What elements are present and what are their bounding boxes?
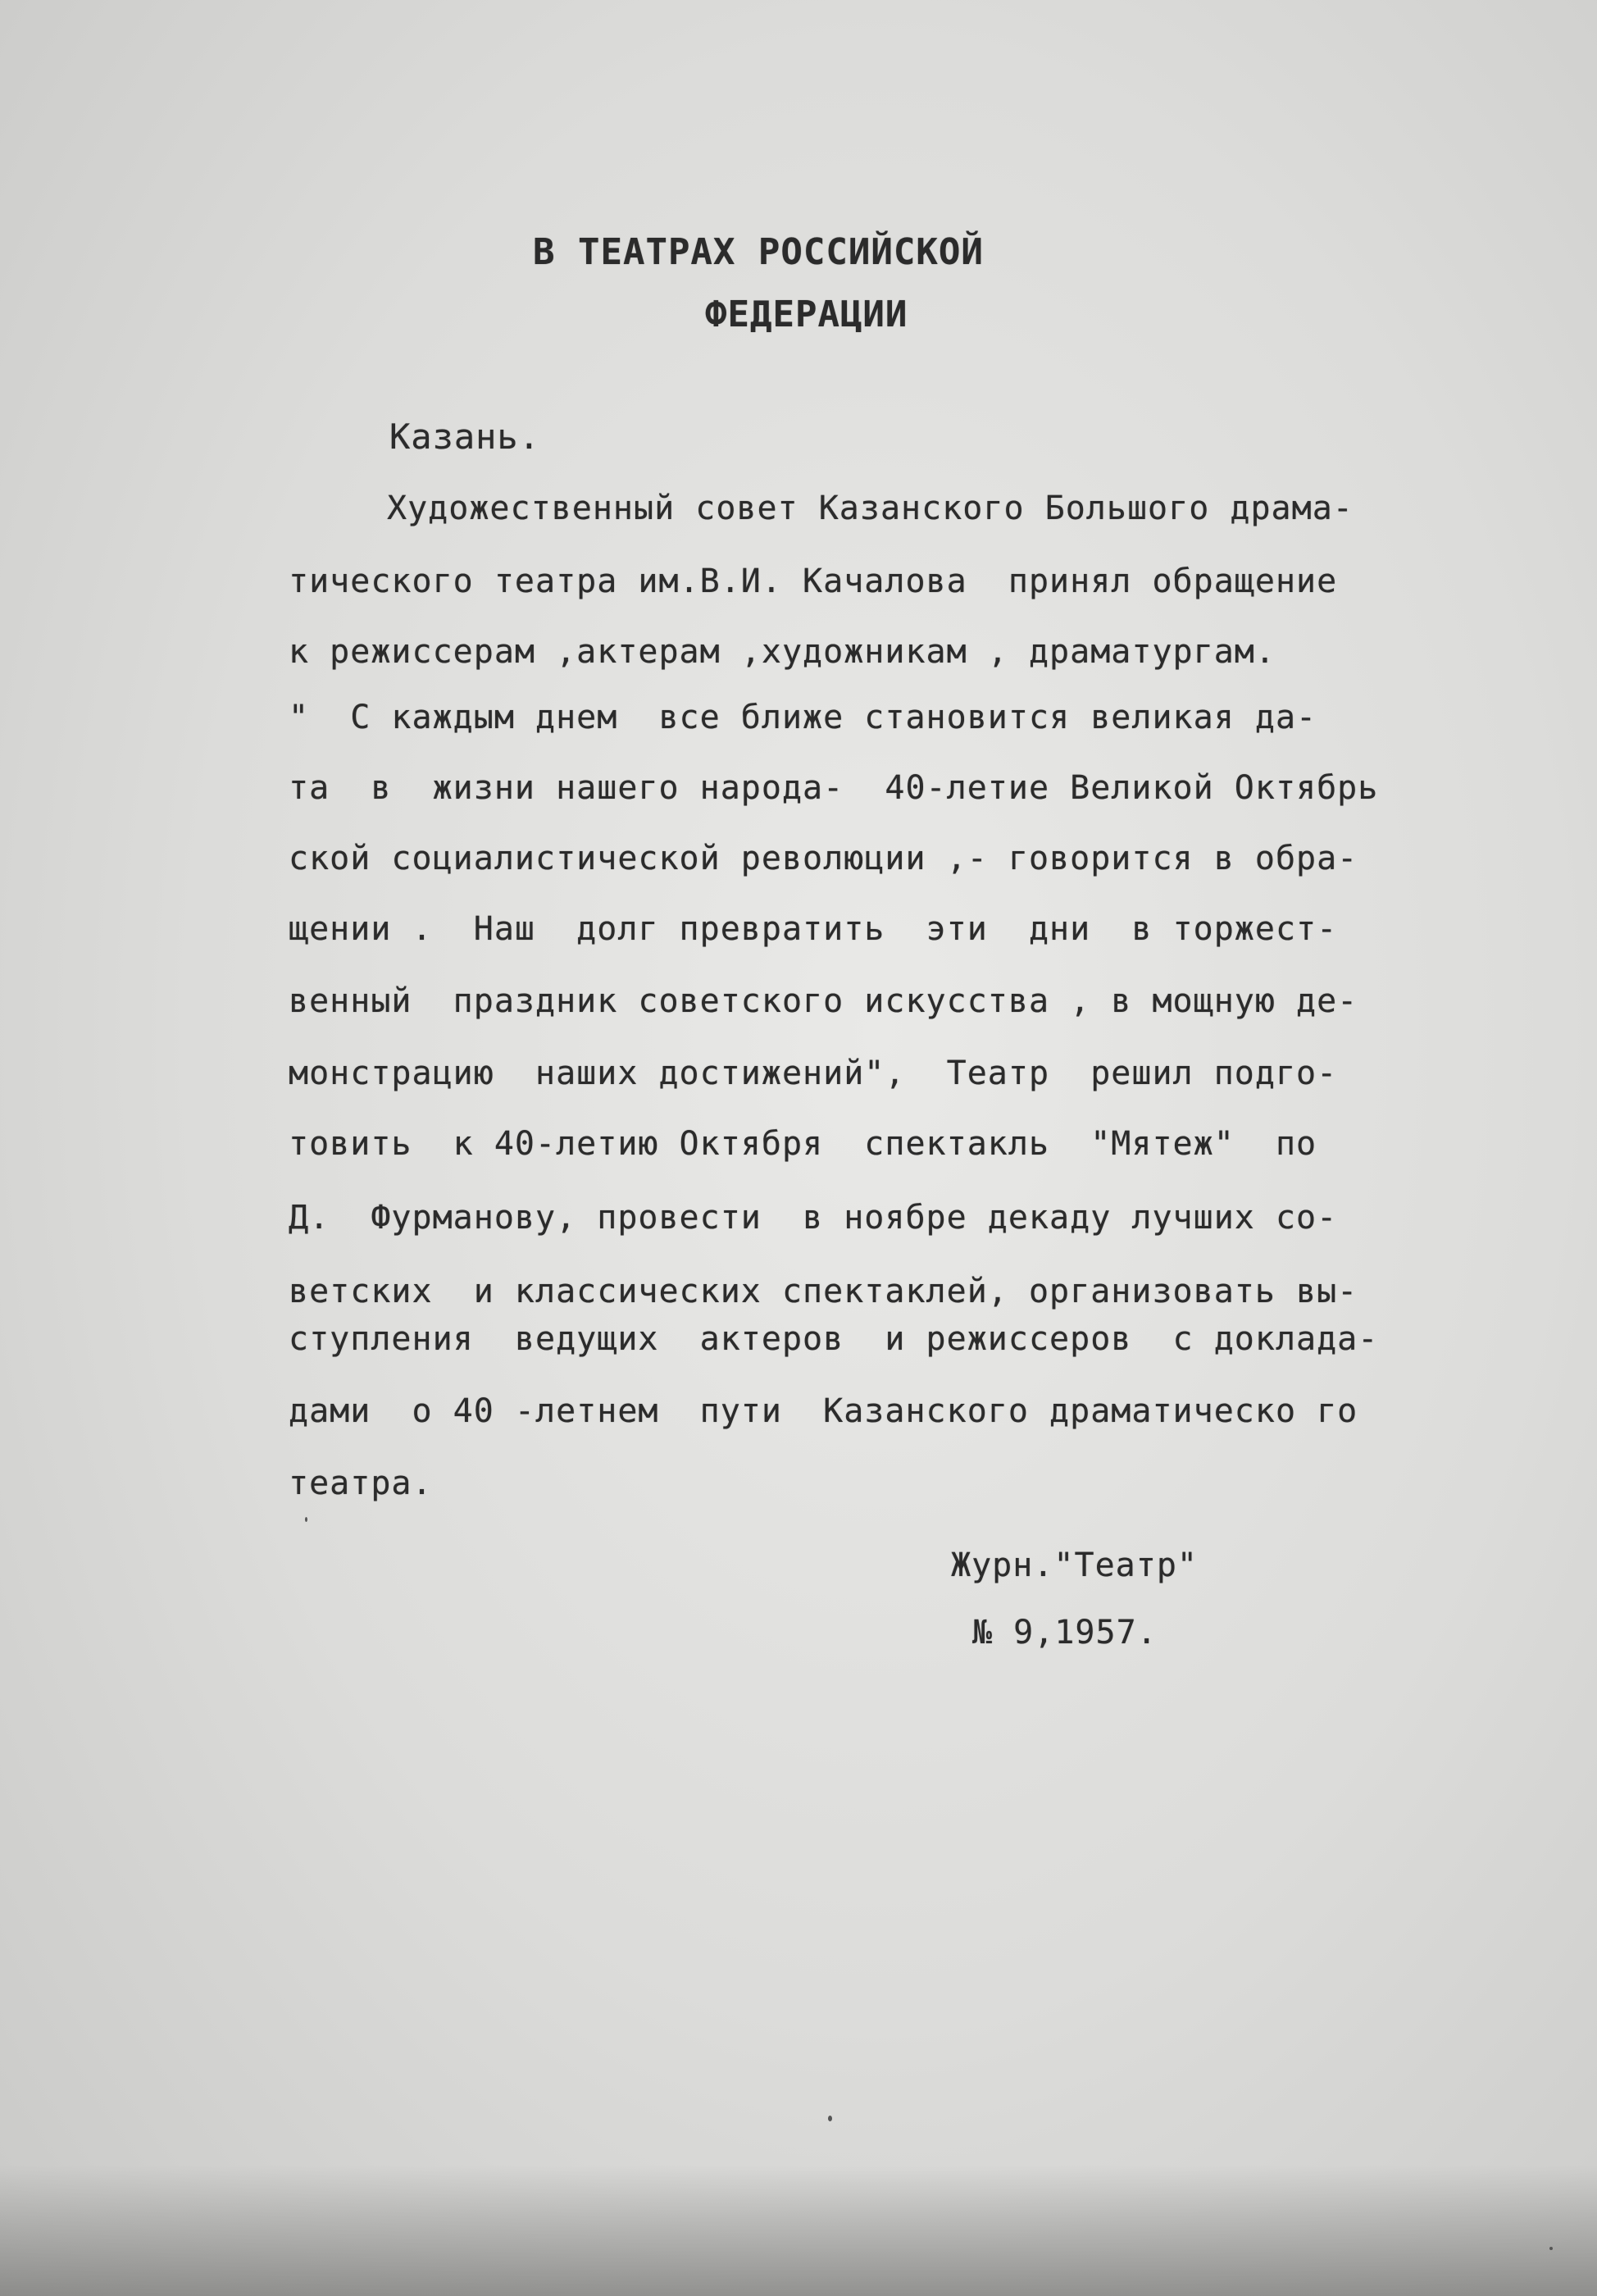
- dust-speck: [305, 1517, 307, 1522]
- body-line: щении . Наш долг превратить эти дни в торжест-: [289, 910, 1338, 948]
- body-line: Д. Фурманову, провести в ноябре декаду лучших со-: [289, 1199, 1338, 1237]
- source-issue: № 9,1957.: [972, 1614, 1158, 1651]
- body-line: ской социалистической революции ,- говорится в обра-: [289, 840, 1358, 877]
- body-line: тического театра им.В.И. Качалова принял обращение: [289, 563, 1338, 600]
- title-line-2: ФЕДЕРАЦИИ: [705, 294, 908, 335]
- body-line: та в жизни нашего народа- 40-летие Великой Октябрь: [289, 769, 1379, 807]
- dust-speck: [1549, 2247, 1553, 2250]
- source-journal: Журн."Театр": [951, 1547, 1198, 1584]
- body-line: монстрацию наших достижений", Театр решил подго-: [289, 1055, 1338, 1092]
- body-line: к режиссерам ,актерам ,художникам , драматургам.: [289, 633, 1276, 671]
- body-line: ступления ведущих актеров и режиссеров с доклада-: [289, 1320, 1379, 1358]
- body-line: товить к 40-летию Октября спектакль "Мятеж" по: [289, 1125, 1317, 1163]
- body-line: дами о 40 -летнем пути Казанского драматическо го: [289, 1392, 1358, 1430]
- title-line-1: В ТЕАТРАХ РОССИЙСКОЙ: [533, 231, 984, 273]
- body-line: венный праздник советского искусства , в мощную де-: [289, 982, 1358, 1020]
- body-line: Художественный совет Казанского Большого драма-: [387, 490, 1354, 527]
- body-line: театра.: [289, 1465, 433, 1502]
- body-line: ветских и классических спектаклей, организовать вы-: [289, 1273, 1358, 1310]
- body-line: " С каждым днем все ближе становится великая да-: [289, 699, 1317, 736]
- photo-bottom-edge: [0, 2165, 1597, 2296]
- dust-speck: [828, 2116, 832, 2121]
- city-heading: Казань.: [389, 417, 541, 457]
